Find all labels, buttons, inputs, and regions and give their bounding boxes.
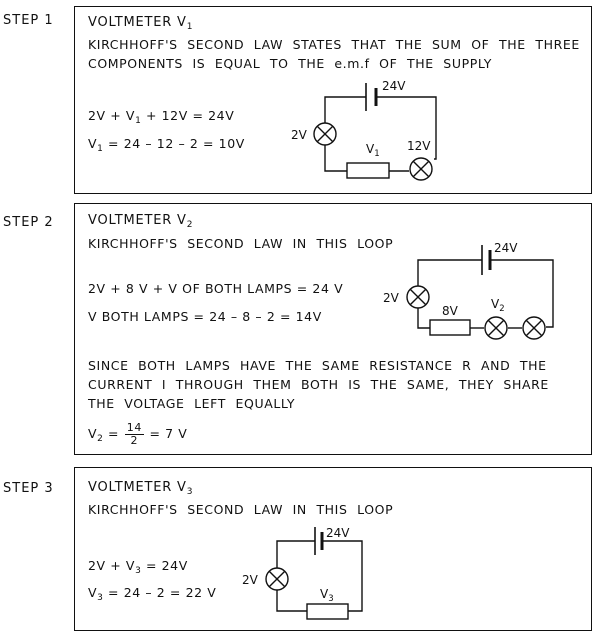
step-1-text-line-2: COMPONENTS IS EQUAL TO THE e.m.f OF THE SUPPLY xyxy=(88,56,492,71)
step-3-lamp-left xyxy=(266,568,288,590)
step-2-final-equation: $V_2$ = $\frac{14}{2}$ = 7 V xyxy=(88,421,188,447)
step-3-equation-2: $V_3 = 24 - 2 = 22$ V xyxy=(88,585,217,603)
step-3-label: STEP 3 xyxy=(3,481,54,496)
step-3-text-line-1: KIRCHHOFF'S SECOND LAW IN THIS LOOP xyxy=(88,502,394,517)
step-2-equation-2: V BOTH LAMPS = 24 – 8 – 2 = 14V xyxy=(88,309,322,324)
step-2-label: STEP 2 xyxy=(3,215,54,230)
step-2-paragraph-line-1: SINCE BOTH LAMPS HAVE THE SAME RESISTANCE R AND THE xyxy=(88,358,547,373)
step-3-battery-symbol xyxy=(315,527,322,555)
step-2-resistor-label: 8V xyxy=(442,304,458,318)
step-2-paragraph-line-2: CURRENT I THROUGH THEM BOTH IS THE SAME, THEY SHARE xyxy=(88,377,549,392)
step-2-lamp-left-label: 2V xyxy=(383,291,399,305)
step-3-equation-1: $2V + V_3 = 24V$ xyxy=(88,558,188,576)
step-1-label: STEP 1 xyxy=(3,13,54,28)
step-2-title: VOLTMETER $V_2$ xyxy=(88,213,194,230)
step-2-text-line-1: KIRCHHOFF'S SECOND LAW IN THIS LOOP xyxy=(88,236,394,251)
step-2-equation-1: 2V + 8 V + V OF BOTH LAMPS = 24 V xyxy=(88,281,344,296)
step-1-equation-2: $V_1 = 24 - 12 - 2 = 10V$ xyxy=(88,136,245,154)
step-3-supply-label: 24V xyxy=(326,526,350,540)
step-1-supply-label: 24V xyxy=(382,79,406,93)
step-1-equation-1: $2V + V_1 + 12V = 24V$ xyxy=(88,108,235,126)
step-1-lamp-left-label: 2V xyxy=(291,128,307,142)
step-2-meter-label: $V_2$ xyxy=(491,297,505,314)
step-3-resistor-label: $V_3$ xyxy=(320,587,334,604)
step-3-lamp-left-label: 2V xyxy=(242,573,258,587)
step-1-resistor-label: $V_1$ xyxy=(366,142,380,159)
step-3-title: VOLTMETER $V_3$ xyxy=(88,480,194,497)
step-2-paragraph-line-3: THE VOLTAGE LEFT EQUALLY xyxy=(88,396,296,411)
step-3-resistor xyxy=(307,604,348,619)
step-2-supply-label: 24V xyxy=(494,241,518,255)
step-1-lamp-right-label: 12V xyxy=(407,139,431,153)
step-1-title: VOLTMETER $V_1$ xyxy=(88,15,194,32)
step-1-text-line-1: KIRCHHOFF'S SECOND LAW STATES THAT THE SUM OF THE THREE xyxy=(88,37,580,52)
